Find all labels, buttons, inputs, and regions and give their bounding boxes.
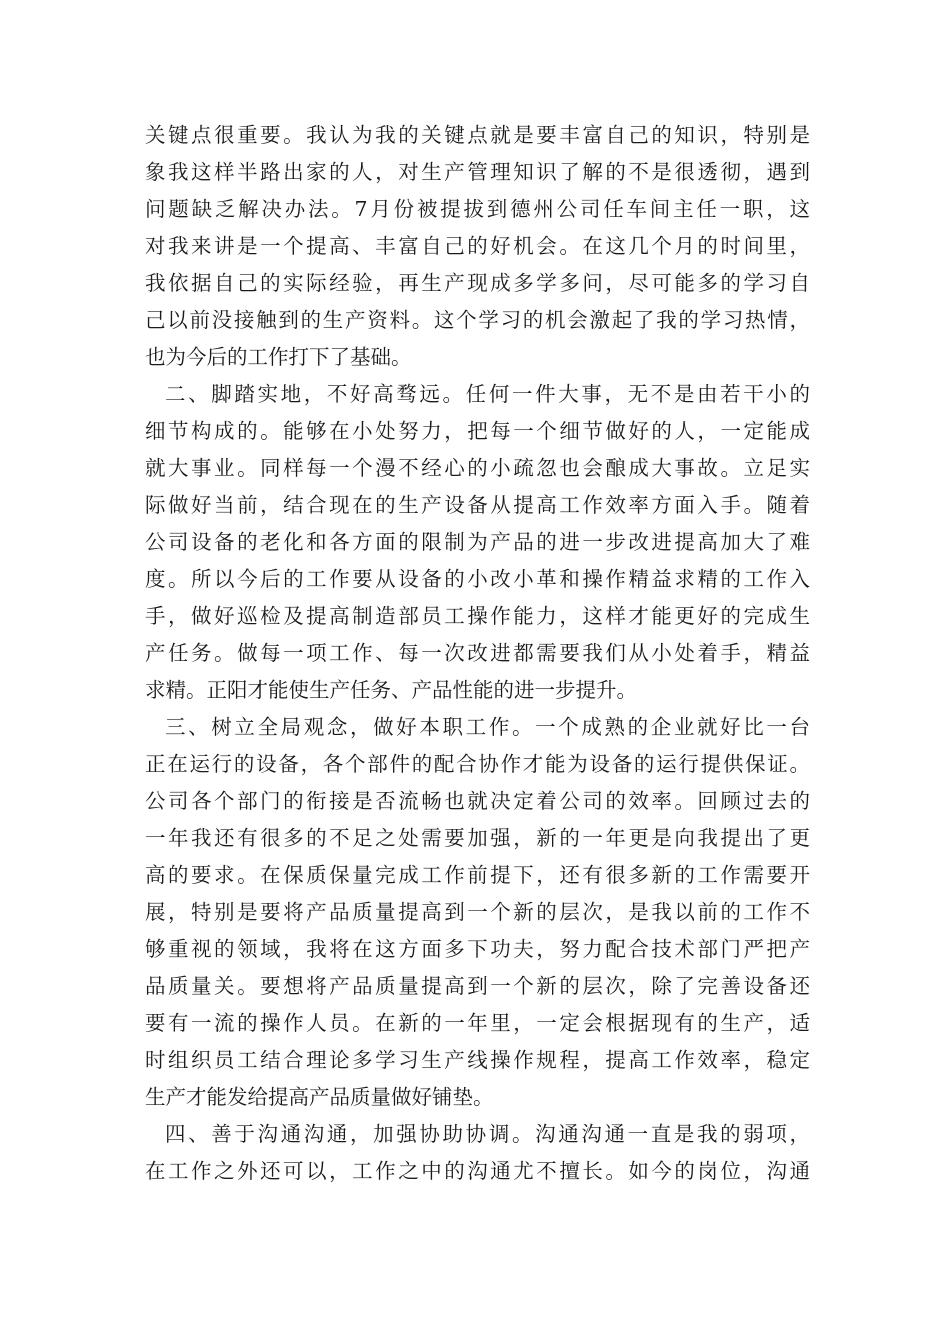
text-line: 展，特别是要将产品质量提高到一个新的层次，是我以前的工作不 [145,900,810,924]
text-line: 手，做好巡检及提高制造部员工操作能力，这样才能更好的完成生 [145,604,810,628]
text-line: 问题缺乏解决办法。7月份被提拔到德州公司任车间主任一职，这 [145,197,810,221]
text-line: 正在运行的设备，各个部件的配合协作才能为设备的运行提供保证。 [145,752,810,776]
text-line: 际做好当前，结合现在的生产设备从提高工作效率方面入手。随着 [145,493,810,517]
text-line: 象我这样半路出家的人，对生产管理知识了解的不是很透彻，遇到 [145,160,810,184]
text-line: 一年我还有很多的不足之处需要加强，新的一年更是向我提出了更 [145,826,810,850]
text-line: 关键点很重要。我认为我的关键点就是要丰富自己的知识，特别是 [145,123,810,147]
text-line: 二、脚踏实地，不好高骛远。任何一件大事，无不是由若干小的 [165,382,810,406]
text-line: 生产才能发给提高产品质量做好铺垫。 [145,1085,494,1109]
text-line: 在工作之外还可以，工作之中的沟通尤不擅长。如今的岗位，沟通 [145,1159,810,1183]
text-line: 就大事业。同样每一个漫不经心的小疏忽也会酿成大事故。立足实 [145,456,810,480]
text-line: 品质量关。要想将产品质量提高到一个新的层次，除了完善设备还 [145,974,810,998]
text-line: 三、树立全局观念，做好本职工作。一个成熟的企业就好比一台 [165,715,810,739]
text-line: 够重视的领域，我将在这方面多下功夫，努力配合技术部门严把产 [145,937,810,961]
text-line: 求精。正阳才能使生产任务、产品性能的进一步提升。 [145,678,637,702]
text-line: 公司设备的老化和各方面的限制为产品的进一步改进提高加大了难 [145,530,810,554]
text-line: 细节构成的。能够在小处努力，把每一个细节做好的人，一定能成 [145,419,810,443]
text-line: 产任务。做每一项工作、每一次改进都需要我们从小处着手，精益 [145,641,810,665]
text-line: 我依据自己的实际经验，再生产现成多学多问，尽可能多的学习自 [145,271,810,295]
text-line: 四、善于沟通沟通，加强协助协调。沟通沟通一直是我的弱项， [165,1122,810,1146]
text-line: 时组织员工结合理论多学习生产线操作规程，提高工作效率，稳定 [145,1048,810,1072]
text-line: 要有一流的操作人员。在新的一年里，一定会根据现有的生产，适 [145,1011,810,1035]
text-line: 对我来讲是一个提高、丰富自己的好机会。在这几个月的时间里， [145,234,810,258]
text-line: 也为今后的工作打下了基础。 [145,345,412,369]
text-line: 公司各个部门的衔接是否流畅也就决定着公司的效率。回顾过去的 [145,789,810,813]
text-line: 己以前没接触到的生产资料。这个学习的机会激起了我的学习热情， [145,308,810,332]
text-line: 高的要求。在保质保量完成工作前提下，还有很多新的工作需要开 [145,863,810,887]
document-body [145,117,810,1190]
text-line: 度。所以今后的工作要从设备的小改小革和操作精益求精的工作入 [145,567,810,591]
